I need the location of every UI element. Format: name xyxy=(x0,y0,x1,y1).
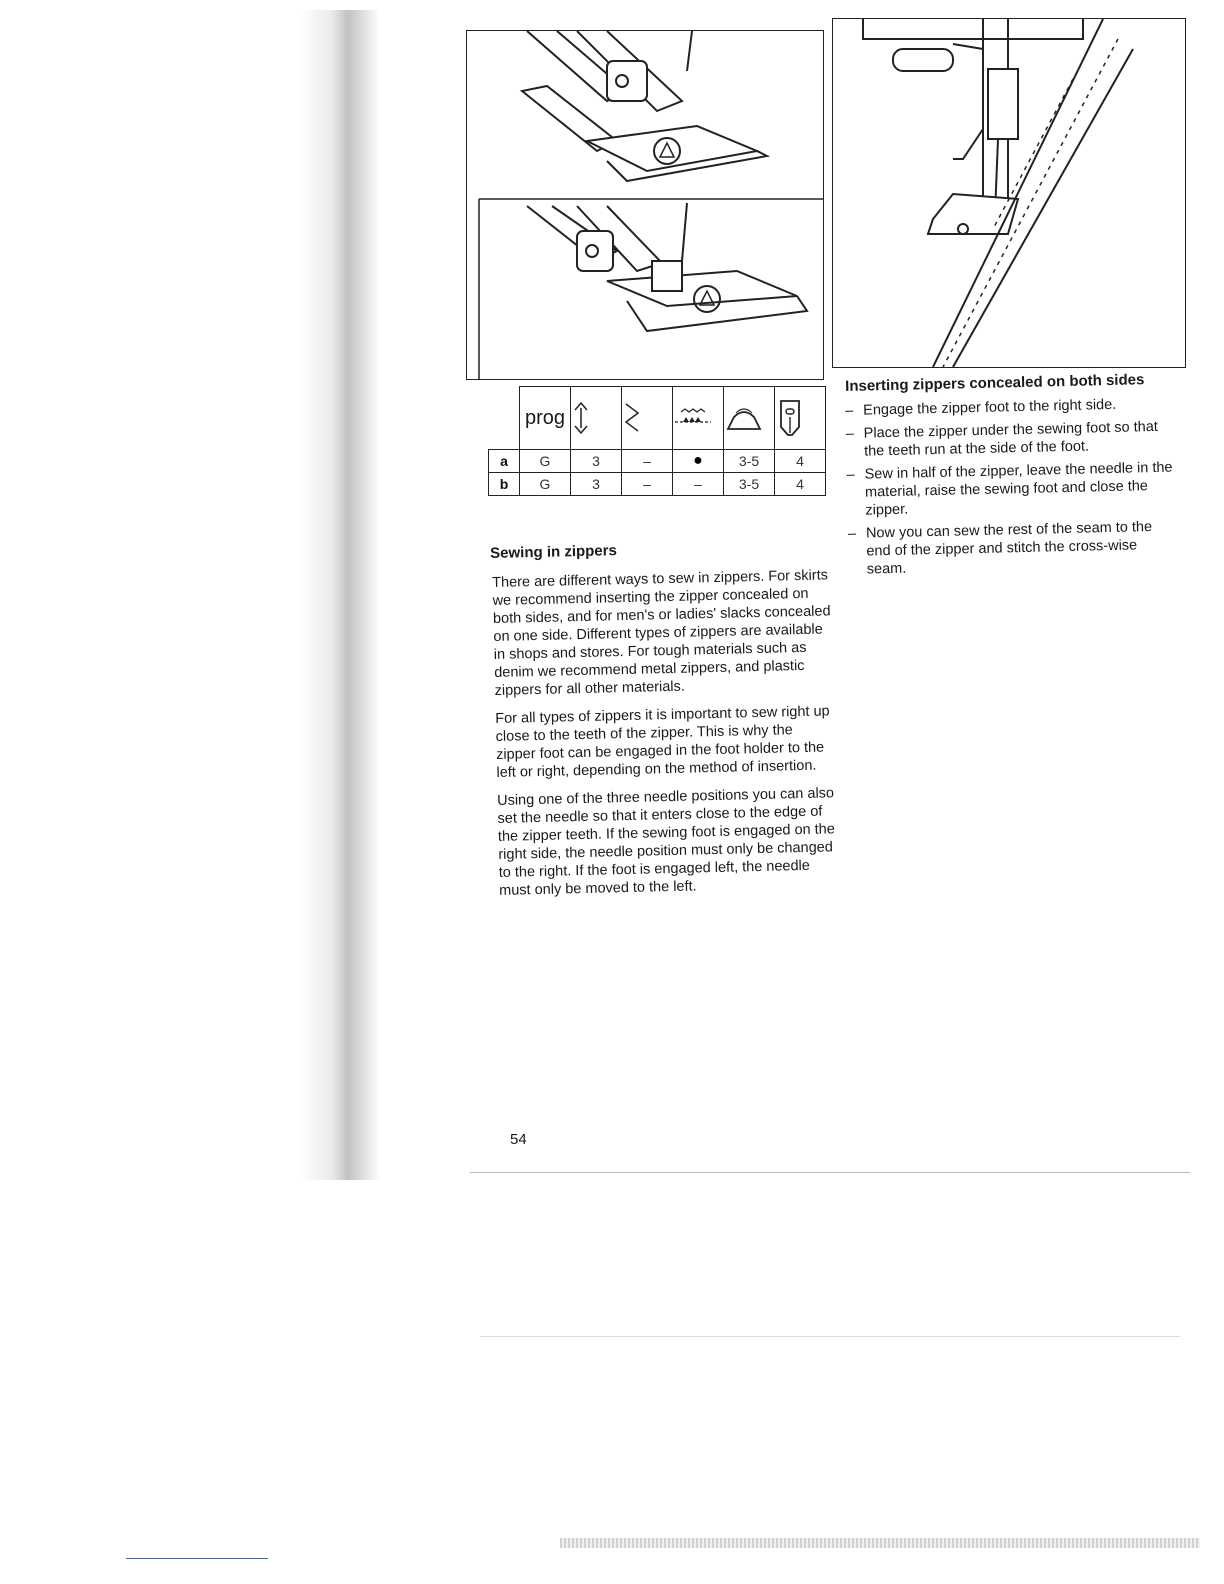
presser-foot-icon xyxy=(775,387,826,450)
table-cell: 3-5 xyxy=(724,473,775,496)
list-dash: – xyxy=(847,525,857,542)
table-cell: – xyxy=(673,473,724,496)
paragraph: Using one of the three needle positions you can also set the needle so that it enters close to the edge of the zipper teeth. If the sewing foot is engaged on the right side, the needle position must only be changed to the right. If the foot is engaged left, the needle must only be moved to the left. xyxy=(496,785,836,899)
row-label: a xyxy=(489,450,520,473)
list-item xyxy=(846,458,1177,519)
zipper-insertion-figure xyxy=(832,18,1186,368)
row-label: b xyxy=(489,473,520,496)
settings-row-a xyxy=(489,450,826,473)
zipper-foot-right-illustration xyxy=(527,203,807,331)
table-cell: 4 xyxy=(775,450,826,473)
stitch-width-icon xyxy=(622,387,673,450)
table-cell: 3 xyxy=(571,450,622,473)
table-cell: – xyxy=(622,473,673,496)
paragraph: There are different ways to sew in zippers. For skirts we recommend inserting the zipper concealed on both sides, and for men's or ladies' slacks concealed on one side. Different types of zippers are available in shops and stores. For tough materials such as denim we recommend metal zippers, and plastic zippers for all other materials. xyxy=(492,567,831,699)
list-dash: – xyxy=(845,402,854,419)
list-item xyxy=(846,418,1177,461)
scan-artifact-blue-line xyxy=(126,1558,268,1559)
table-cell: 4 xyxy=(775,473,826,496)
scan-artifact-band xyxy=(560,1538,1200,1548)
settings-row-b xyxy=(489,473,826,496)
stitch-length-icon xyxy=(571,387,622,450)
machine-settings-table xyxy=(488,386,826,496)
paragraph: For all types of zippers it is important to sew right up close to the teeth of the zipper. This is why the zipper foot can be engaged in the foot holder to the left or right, depending on the method of insertion. xyxy=(495,703,830,781)
zipper-foot-left-illustration xyxy=(522,31,767,181)
step-text: Sew in half of the zipper, leave the needle in the material, raise the sewing foot and close the zipper. xyxy=(864,459,1173,519)
table-cell: – xyxy=(622,450,673,473)
table-cell: G xyxy=(520,450,571,473)
instruction-steps-list xyxy=(845,395,1179,584)
list-item xyxy=(848,517,1179,578)
feed-dog-icon xyxy=(673,387,724,450)
list-dash: – xyxy=(845,425,854,442)
table-cell: 3 xyxy=(571,473,622,496)
zipper-foot-figure-left-right xyxy=(466,30,824,380)
step-text: Engage the zipper foot to the right side. xyxy=(863,396,1117,419)
list-dash: – xyxy=(846,466,855,483)
table-cell: G xyxy=(520,473,571,496)
settings-corner-cell xyxy=(489,387,520,450)
table-cell: 3-5 xyxy=(724,450,775,473)
section-heading-sewing-zippers: Sewing in zippers xyxy=(490,542,618,562)
scan-artifact-line xyxy=(480,1336,1180,1337)
page-number: 54 xyxy=(510,1131,527,1148)
tension-icon xyxy=(724,387,775,450)
settings-header-row xyxy=(489,387,826,450)
list-item xyxy=(845,395,1175,420)
scan-spine-shadow xyxy=(300,10,380,1180)
table-cell: ● xyxy=(673,450,724,473)
step-text: Now you can sew the rest of the seam to the end of the zipper and stitch the cross-wise seam. xyxy=(865,519,1153,578)
sewing-zippers-body xyxy=(492,566,840,910)
section-heading-concealed-both-sides: Inserting zippers concealed on both sides xyxy=(845,371,1145,395)
prog-header: prog xyxy=(520,387,571,450)
scan-artifact-line xyxy=(470,1172,1190,1173)
step-text: Place the zipper under the sewing foot so that the teeth run at the side of the foot. xyxy=(863,418,1159,460)
